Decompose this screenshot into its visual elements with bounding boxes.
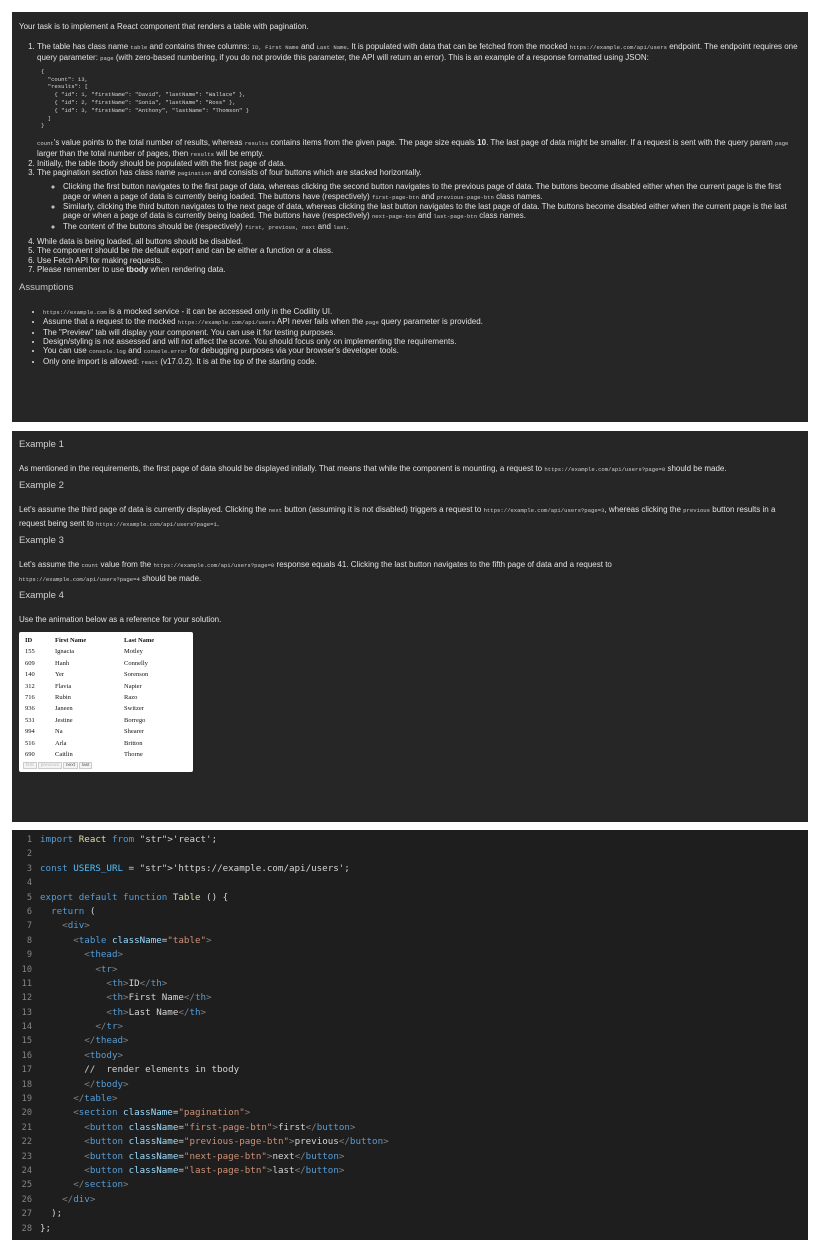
ex3-url-1: https://example.com/api/users?page=0 <box>153 562 275 569</box>
ex2-text-b: button (assuming it is not disabled) triggers a request to <box>284 505 482 514</box>
demo-cell-last-name: Borrego <box>124 716 146 724</box>
count-text-b: contains items from the given page. The page size equals <box>270 138 475 148</box>
sub3-code: first, previous, next <box>244 223 316 231</box>
sub3-last-code: last <box>333 223 347 231</box>
demo-cell-id: 690 <box>25 751 35 759</box>
line-number: 24 <box>21 1165 32 1176</box>
as5-text-a: You can use <box>43 346 87 356</box>
results-code-2: results <box>190 150 214 158</box>
demo-table-body <box>23 646 189 760</box>
code-text[interactable]: <button className="first-page-btn">first</button> <box>84 1121 356 1133</box>
line-number: 23 <box>21 1151 32 1162</box>
code-text[interactable]: <button className="last-page-btn">last</button> <box>84 1164 345 1176</box>
json-example: { "count": 13, "results": [ { "id": 1, "firstName": "David", "lastName": "Wallace" }, { "id": 2, "firstName": "Sonia", "lastName": "Ross" }, { "id": 3, "firstName": "Anthony", "lastName": "Thomson" } ] } <box>41 67 250 130</box>
code-line[interactable] <box>12 1006 808 1020</box>
line-number: 12 <box>21 993 32 1004</box>
code-line[interactable] <box>12 891 808 905</box>
requirements-list <box>19 42 801 274</box>
as6-text-a: Only one import is allowed: <box>43 356 140 366</box>
code-text[interactable] <box>32 847 40 861</box>
line-number: 20 <box>21 1108 32 1119</box>
code-line[interactable] <box>12 1034 808 1048</box>
code-text[interactable]: <button className="next-page-btn">next</button> <box>84 1150 345 1162</box>
requirement-4: 4. While data is being loaded, all buttons should be disabled. <box>37 237 801 246</box>
as2-code: https://example.com/api/users <box>177 319 276 327</box>
ex2-text-e: . <box>216 519 220 528</box>
ex1-url: https://example.com/api/users?page=0 <box>544 466 666 473</box>
code-line[interactable] <box>12 862 808 876</box>
demo-cell-id: 936 <box>25 705 35 713</box>
code-line[interactable] <box>12 905 808 919</box>
line-number: 14 <box>21 1022 32 1033</box>
code-line[interactable] <box>12 1150 808 1164</box>
as2-text-c: query parameter is provided. <box>381 317 483 327</box>
ex2-prev-code: previous <box>683 507 711 514</box>
requirement-6: 6. Use Fetch API for making requests. <box>37 256 801 265</box>
sub1-text: Clicking the first button navigates to the first page of data, whereas clicking the second button navigates to the previous page of data. The buttons become disabled either when the current page is the first page or when a page of data is currently being loaded. The buttons have (respectively) <box>63 182 782 201</box>
demo-cell-last-name: Napier <box>124 682 142 690</box>
demo-table <box>23 635 189 760</box>
examples-panel <box>12 431 808 822</box>
example-3-text <box>19 558 801 586</box>
ex2-text-c: , whereas clicking the <box>604 505 681 514</box>
demo-table-row <box>23 726 189 737</box>
line-number: 8 <box>26 935 32 946</box>
code-text[interactable]: export default function Table () { <box>40 891 229 903</box>
code-text[interactable]: </tr> <box>95 1021 124 1033</box>
code-text[interactable]: </thead> <box>84 1035 129 1047</box>
req7-text-a: Please remember to use <box>37 264 125 274</box>
line-number: 3 <box>26 863 32 874</box>
demo-table-row <box>23 703 189 714</box>
line-number: 17 <box>21 1065 32 1076</box>
line-number: 6 <box>26 906 32 917</box>
task-intro: Your task is to implement a React component that renders a table with pagination. <box>19 22 309 31</box>
ex3-text-d: should be made. <box>142 574 202 583</box>
sub-item-3: ◦ The content of the buttons should be (respectively) first, previous, next and last. <box>63 222 801 232</box>
demo-table-row <box>23 681 189 692</box>
example-4-text: Use the animation below as a reference for your solution. <box>19 615 222 624</box>
assumption-6 <box>43 357 801 367</box>
code-text[interactable]: </table> <box>73 1093 118 1105</box>
as6-code: react <box>141 358 159 366</box>
demo-cell-id: 609 <box>25 659 35 667</box>
demo-table-row <box>23 715 189 726</box>
assumptions-list <box>19 307 801 367</box>
demo-cell-last-name: Sorenson <box>124 671 149 679</box>
sub2-code-2: last-page-btn <box>433 213 478 221</box>
requirement-3 <box>37 168 801 237</box>
sub2-and: and <box>417 211 432 221</box>
code-text[interactable]: return ( <box>51 905 96 917</box>
task-description-panel <box>12 12 808 422</box>
as5-and: and <box>128 346 142 356</box>
line-number: 22 <box>21 1137 32 1148</box>
as5-code-2: console.error <box>143 348 188 356</box>
ex3-text-a: Let's assume the <box>19 560 80 569</box>
req1-last-code: Last Name <box>316 44 347 52</box>
code-line[interactable] <box>12 948 808 962</box>
demo-cell-first-name: Janeen <box>55 705 73 713</box>
code-text[interactable]: const USERS_URL = "str">'https://example.com/api/users'; <box>40 862 350 874</box>
code-text[interactable]: import React from "str">'react'; <box>40 834 218 845</box>
req1-text-b: and contains three columns: <box>149 42 250 52</box>
req3-code: pagination <box>177 170 212 178</box>
demo-cell-first-name: Caitlin <box>55 751 73 759</box>
example-3-title: Example 3 <box>19 535 64 546</box>
as5-code-1: console.log <box>88 348 126 356</box>
as2-page-code: page <box>365 319 379 327</box>
code-text[interactable]: <tbody> <box>84 1049 124 1061</box>
line-number: 7 <box>26 921 32 932</box>
sub-item-1 <box>63 182 801 202</box>
demo-header-row <box>23 635 189 646</box>
code-line[interactable] <box>12 1222 808 1236</box>
line-number: 28 <box>21 1223 32 1234</box>
as2-text-a: Assume that a request to the mocked <box>43 317 176 327</box>
req3-text-b: and consists of four buttons which are stacked horizontally. <box>213 168 422 178</box>
code-line[interactable] <box>12 847 808 861</box>
req1-page-code: page <box>100 54 114 62</box>
demo-pagination <box>23 762 189 769</box>
code-text[interactable]: <thead> <box>84 949 124 961</box>
requirement-5: 5. The component should be the default export and can be either a function or a class. <box>37 246 801 255</box>
sub2-text: Similarly, clicking the third button navigates to the next page of data, whereas clicking the last button navigates to the last page of data. The buttons become disabled either when the current page is the last page or when a page of data is currently being loaded. The buttons have (respectively) <box>63 202 787 221</box>
ex2-text-a: Let's assume the third page of data is currently displayed. Clicking the <box>19 505 267 514</box>
code-text[interactable]: <div> <box>62 920 90 932</box>
as2-text-b: API never fails when the <box>276 317 364 327</box>
demo-cell-last-name: Motley <box>124 648 143 656</box>
requirement-7 <box>37 265 801 274</box>
demo-header-id: ID <box>25 637 33 644</box>
code-line[interactable] <box>12 991 808 1005</box>
req7-text-c: when rendering data. <box>150 264 226 274</box>
code-text[interactable]: <th>ID</th> <box>106 977 168 989</box>
example-1-text <box>19 462 801 476</box>
demo-cell-first-name: Arla <box>55 739 67 747</box>
code-line[interactable] <box>12 1164 808 1178</box>
demo-cell-id: 155 <box>25 648 35 656</box>
line-number: 16 <box>21 1050 32 1061</box>
demo-cell-last-name: Shearer <box>124 728 144 736</box>
as6-text-b: (v17.0.2). It is at the top of the starting code. <box>160 356 317 366</box>
code-text[interactable]: <section className="pagination"> <box>73 1107 251 1119</box>
demo-cell-first-name: Flavia <box>55 682 72 690</box>
demo-cell-last-name: Thorne <box>124 751 143 759</box>
assumption-5 <box>43 346 801 356</box>
assumption-1 <box>43 307 801 317</box>
ex2-url-2: https://example.com/api/users?page=1 <box>95 521 217 528</box>
sub3-and: and <box>317 221 331 231</box>
code-line[interactable] <box>12 876 808 890</box>
line-number: 13 <box>21 1007 32 1018</box>
line-number: 5 <box>26 892 32 903</box>
demo-first-button[interactable]: first <box>23 762 37 769</box>
line-number: 21 <box>21 1122 32 1133</box>
demo-header-last: Last Name <box>124 637 155 644</box>
line-number: 1 <box>26 835 32 845</box>
demo-cell-id: 312 <box>25 682 35 690</box>
code-line[interactable] <box>12 1106 808 1120</box>
code-line[interactable] <box>12 1121 808 1135</box>
code-text[interactable]: </tbody> <box>84 1078 129 1090</box>
line-number: 19 <box>21 1094 32 1105</box>
demo-cell-id: 716 <box>25 694 35 702</box>
sub2-code-1: next-page-btn <box>371 213 416 221</box>
example-4-title: Example 4 <box>19 590 64 601</box>
page-code: page <box>774 140 789 148</box>
demo-table-preview <box>19 632 193 772</box>
sub3-text: The content of the buttons should be (respectively) <box>63 221 243 231</box>
count-text-a: 's value points to the total number of results, whereas <box>53 138 243 148</box>
line-number: 15 <box>21 1036 32 1047</box>
count-text-e: will be empty. <box>216 148 265 158</box>
page-size-value: 10 <box>477 138 487 148</box>
code-line[interactable] <box>12 1063 808 1077</box>
code-line[interactable] <box>12 1020 808 1034</box>
code-text[interactable]: // render elements in tbody <box>40 1064 240 1076</box>
demo-table-row <box>23 646 189 657</box>
line-number: 18 <box>21 1079 32 1090</box>
demo-last-button[interactable]: last <box>79 762 92 769</box>
req1-and: and <box>300 42 315 52</box>
demo-table-row <box>23 738 189 749</box>
demo-table-row <box>23 749 189 760</box>
ex2-text-d: button results in a request being sent to <box>19 505 776 528</box>
sub2-end: class names. <box>479 211 526 221</box>
code-text[interactable] <box>32 876 40 890</box>
line-number: 26 <box>21 1194 32 1205</box>
demo-cell-last-name: Razo <box>124 694 138 702</box>
demo-cell-first-name: Na <box>55 728 63 736</box>
code-text[interactable]: </section> <box>73 1179 129 1191</box>
code-text[interactable]: <table className="table"> <box>73 934 212 946</box>
code-text[interactable]: <tr> <box>95 963 118 975</box>
ex3-text-c: response equals 41. Clicking the last button navigates to the fifth page of data and a request to <box>276 560 612 569</box>
assumption-2 <box>43 317 801 327</box>
demo-cell-first-name: Jestine <box>55 716 73 724</box>
count-text-c: . The last page of data might be smaller. If a request is sent with the query param <box>486 138 773 148</box>
code-lines-container[interactable] <box>12 833 808 1236</box>
sub1-end: class names. <box>496 191 543 201</box>
as1-code: https://example.com <box>43 309 107 317</box>
code-line[interactable] <box>12 919 808 933</box>
line-number: 27 <box>21 1209 32 1220</box>
code-line[interactable] <box>12 1178 808 1192</box>
req1-table-code: table <box>130 44 148 52</box>
req7-tbody: tbody <box>126 264 149 274</box>
count-text-d: larger than the total number of pages, then <box>37 148 189 158</box>
demo-cell-last-name: Switzer <box>124 705 144 713</box>
demo-next-button[interactable]: next <box>63 762 78 769</box>
demo-header-first: First Name <box>55 637 87 644</box>
code-text[interactable]: <th>Last Name</th> <box>106 1006 207 1018</box>
demo-cell-last-name: Britton <box>124 739 143 747</box>
demo-cell-id: 516 <box>25 739 35 747</box>
demo-table-row <box>23 669 189 680</box>
assumption-3: • The "Preview" tab will display your component. You can use it for testing purposes. <box>43 328 801 337</box>
assumptions-heading: Assumptions <box>19 282 74 294</box>
demo-previous-button[interactable]: previous <box>38 762 62 769</box>
demo-cell-first-name: Hanh <box>55 659 70 667</box>
code-line[interactable] <box>12 1193 808 1207</box>
code-line[interactable] <box>12 1092 808 1106</box>
demo-cell-first-name: Rubin <box>55 694 71 702</box>
example-1-title: Example 1 <box>19 439 64 450</box>
assumption-4: • Design/styling is not assessed and will not affect the score. You should focus only on implementing the requirements. <box>43 337 801 346</box>
req1-text-c: . It is populated with data that can be fetched from the mocked <box>346 42 568 52</box>
code-line[interactable] <box>12 1078 808 1092</box>
count-code: count <box>37 140 54 148</box>
req1-text-e: (with zero-based numbering, if you do not provide this parameter, the API will return an error). This is an example of a response formatted using JSON: <box>115 52 649 62</box>
demo-table-row <box>23 658 189 669</box>
code-line[interactable] <box>12 977 808 991</box>
code-line[interactable] <box>12 934 808 948</box>
ex2-url-1: https://example.com/api/users?page=3 <box>483 507 605 514</box>
demo-cell-id: 140 <box>25 671 35 679</box>
requirement-1 <box>37 42 801 159</box>
demo-cell-id: 531 <box>25 716 35 724</box>
code-text[interactable]: }; <box>40 1222 52 1234</box>
line-number: 11 <box>21 978 32 989</box>
ex3-count-code: count <box>81 562 99 569</box>
code-line[interactable] <box>12 833 808 847</box>
example-2-text <box>19 503 801 531</box>
ex1-text-a: As mentioned in the requirements, the first page of data should be displayed initially. That means that while the component is mounting, a request to <box>19 464 543 473</box>
demo-cell-first-name: Yer <box>55 671 65 679</box>
line-number: 9 <box>26 950 32 961</box>
code-line[interactable] <box>12 1135 808 1149</box>
requirement-2: 2. Initially, the table tbody should be populated with the first page of data. <box>37 159 801 168</box>
demo-cell-first-name: Ignacia <box>55 648 75 656</box>
ex3-url-2: https://example.com/api/users?page=4 <box>19 576 140 583</box>
req1-cols-code: ID, First Name <box>251 44 299 52</box>
req3-text-a: The pagination section has class name <box>37 168 176 178</box>
line-number: 2 <box>26 849 32 860</box>
req1-text-a: The table has class name <box>37 42 129 52</box>
code-line[interactable] <box>12 1049 808 1063</box>
code-text[interactable]: </div> <box>62 1193 96 1205</box>
example-2-title: Example 2 <box>19 480 64 491</box>
as5-text-b: for debugging purposes via your browser's developer tools. <box>189 346 399 356</box>
code-text[interactable]: <button className="previous-page-btn">previous</button> <box>84 1136 389 1148</box>
line-number: 10 <box>21 964 32 975</box>
demo-cell-id: 994 <box>25 728 35 736</box>
sub1-code-1: first-page-btn <box>371 193 419 201</box>
ex3-text-b: value from the <box>100 560 152 569</box>
as1-text: is a mocked service - it can be accessed only in the Codility UI. <box>109 307 333 317</box>
demo-cell-last-name: Connelly <box>124 659 148 667</box>
req3-sublist <box>37 182 801 231</box>
results-code: results <box>244 140 269 148</box>
line-number: 25 <box>21 1180 32 1191</box>
code-editor[interactable] <box>12 830 808 1240</box>
code-text[interactable]: ); <box>40 1208 63 1220</box>
code-text[interactable]: <th>First Name</th> <box>106 992 212 1004</box>
sub1-and: and <box>421 191 435 201</box>
req1-text-d: endpoint. The endpoint requires one query parameter: <box>37 42 798 62</box>
ex1-text-b: should be made. <box>667 464 727 473</box>
sub1-code-2: previous-page-btn <box>436 193 494 201</box>
req1-url-code: https://example.com/api/users <box>569 44 667 52</box>
demo-table-row <box>23 692 189 703</box>
line-number: 4 <box>26 878 32 889</box>
code-line[interactable] <box>12 1207 808 1221</box>
ex2-next-code: next <box>268 507 283 514</box>
code-line[interactable] <box>12 963 808 977</box>
sub-item-2 <box>63 202 801 222</box>
